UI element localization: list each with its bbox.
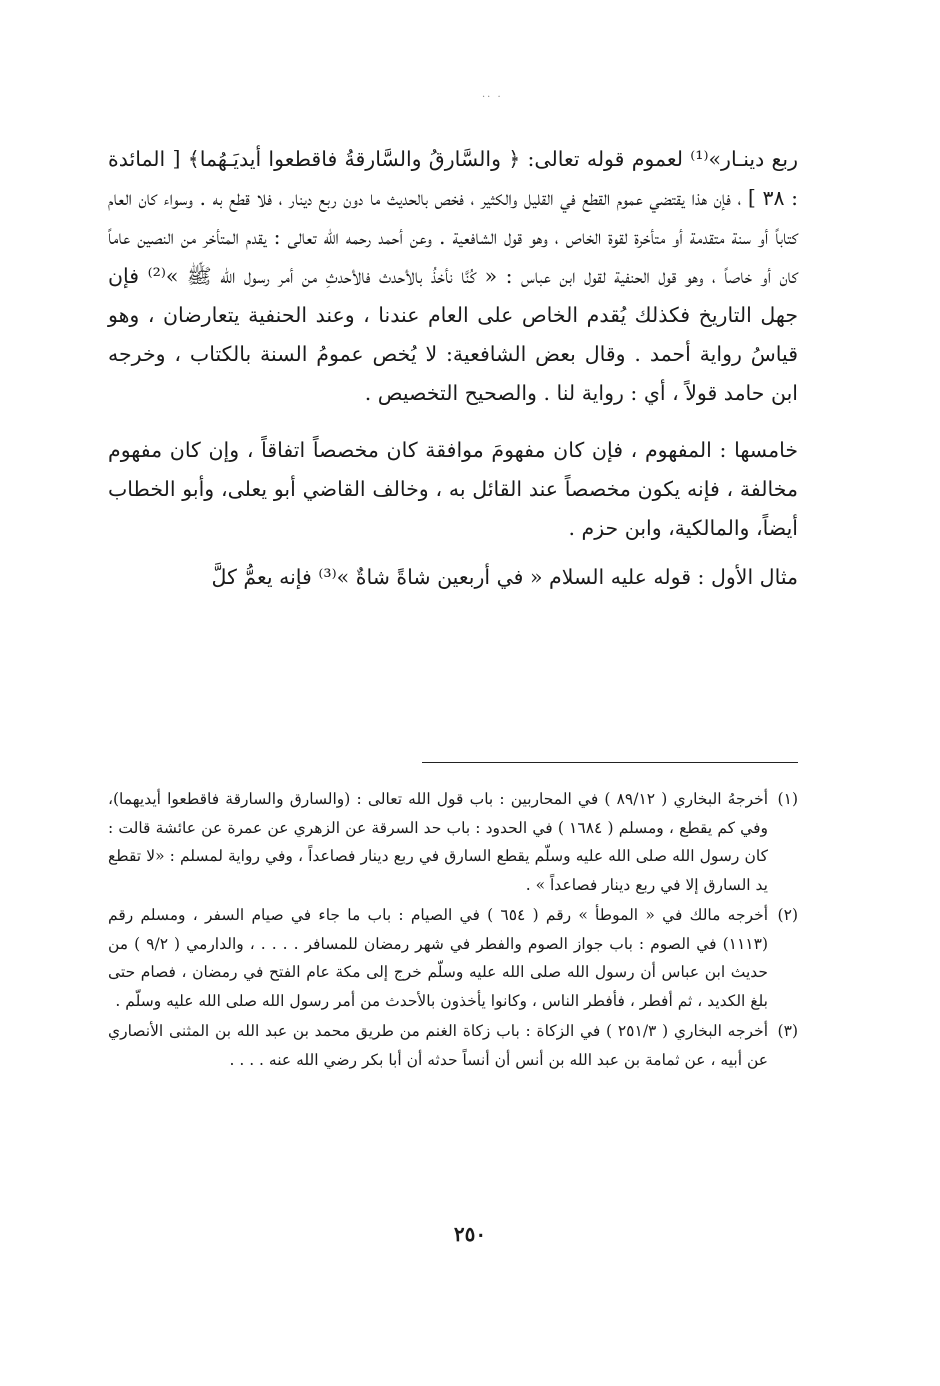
main-paragraph-3: مثال الأول : قوله عليه السلام « في أربعين شاةً شاةٌ »⁽³⁾ فإنه يعمُّ كلَّ [211, 565, 798, 589]
footnote-number: (٣) [777, 1022, 798, 1040]
main-text [108, 140, 798, 597]
paragraph-gap [108, 548, 798, 558]
main-paragraph-1: ربع دينـار»⁽¹⁾ لعموم قوله تعالى: ﴿ والسَّارقُ والسَّارقةُ فاقطعوا أيديَـهُما﴾ [ المائدة : ٣٨ ] ، فإن هذا يقتضي عموم القطع في القليل والكثير ، فخص بالحديث ما دون ربع دينار ، فلا قطع به . وسواء كان العام كتاباً أو سنة متقدمة أو متأخرة لقوة الخاص ، وهو قول الشافعية . وعن أحمد رحمه الله تعالى : يقدم المتأخر من النصين عاماً كان أو خاصاً ، وهو قول الحنفية لقول ابن عباس : « كُنَّا نأخذُ بالأحدث فالأحدثِ من أمر رسول الله ﷺ »⁽²⁾ فإن جهل التاريخ فكذلك يُقدم الخاص على العام عندنا ، وعند الحنفية يتعارضان ، وهو قياسُ رواية أحمد . وقال بعض الشافعية: لا يُخص عمومُ السنة بالكتاب ، وخرجه ابن حامد قولاً ، أي : رواية لنا . والصحيح التخصيص . [108, 147, 798, 405]
footnote [108, 901, 798, 1015]
footnote-text: أخرجه البخاري ( ٢٥١/٣ ) في الزكاة : باب زكاة الغنم من طريق محمد بن عبد الله بن المثنى الأنصاري عن أبيه ، عن ثمامة بن عبد الله بن أنس أن أنساً حدثه أن أبا بكر رضي الله عنه . . . . [108, 1022, 768, 1069]
page-number: ٢٥٠ [453, 1222, 487, 1246]
footnote-text: أخرجه مالك في « الموطأ » رقم ( ٦٥٤ ) في الصيام : باب ما جاء في صيام السفر ، ومسلم رقم (١١١٣) في الصوم : باب جواز الصوم والفطر في شهر رمضان للمسافر . . . . ، والدارمي ( ٩/٢ ) من حديث ابن عباس أن رسول الله صلى الله عليه وسلّم خرج إلى مكة عام الفتح في رمضان ، فصام حتى بلغ الكديد ، ثم أفطر ، فأفطر الناس ، وكانوا يأخذون بالأحدث من أمر رسول الله صلى الله عليه وسلّم . [108, 906, 769, 1010]
footnote-number: (١) [777, 790, 798, 808]
footnote [108, 1017, 798, 1074]
main-paragraph-2: خامسها : المفهوم ، فإن كان مفهومَ موافقة كان مخصصاً اتفاقاً ، وإن كان مفهوم مخالفة ، فإنه يكون مخصصاً عند القائل به ، وخالف القاضي أبو يعلى، وأبو الخطاب أيضاً، والمالكية، وابن حزم . [108, 438, 798, 540]
footnote [108, 785, 798, 899]
footnote-separator [422, 762, 798, 763]
footnote-number: (٢) [777, 906, 798, 924]
paragraph-gap [108, 413, 798, 431]
footnote-text: أخرجهُ البخاري ( ٨٩/١٢ ) في المحاربين : باب قول الله تعالى : (والسارق والسارقة فاقطعوا أيديهما)، وفي كم يقطع ، ومسلم ( ١٦٨٤ ) في الحدود : باب حد السرقة عن الزهري عن عمرة عن عائشة قالت : كان رسول الله صلى الله عليه وسلّم يقطع السارق في ربع دينار فصاعداً ، وفي رواية لمسلم : «لا تقطع يد السارق إلا في ربع دينار فصاعداً » . [108, 790, 769, 894]
scan-speck-marks: ·· · [482, 92, 503, 103]
footnotes [108, 785, 798, 1076]
